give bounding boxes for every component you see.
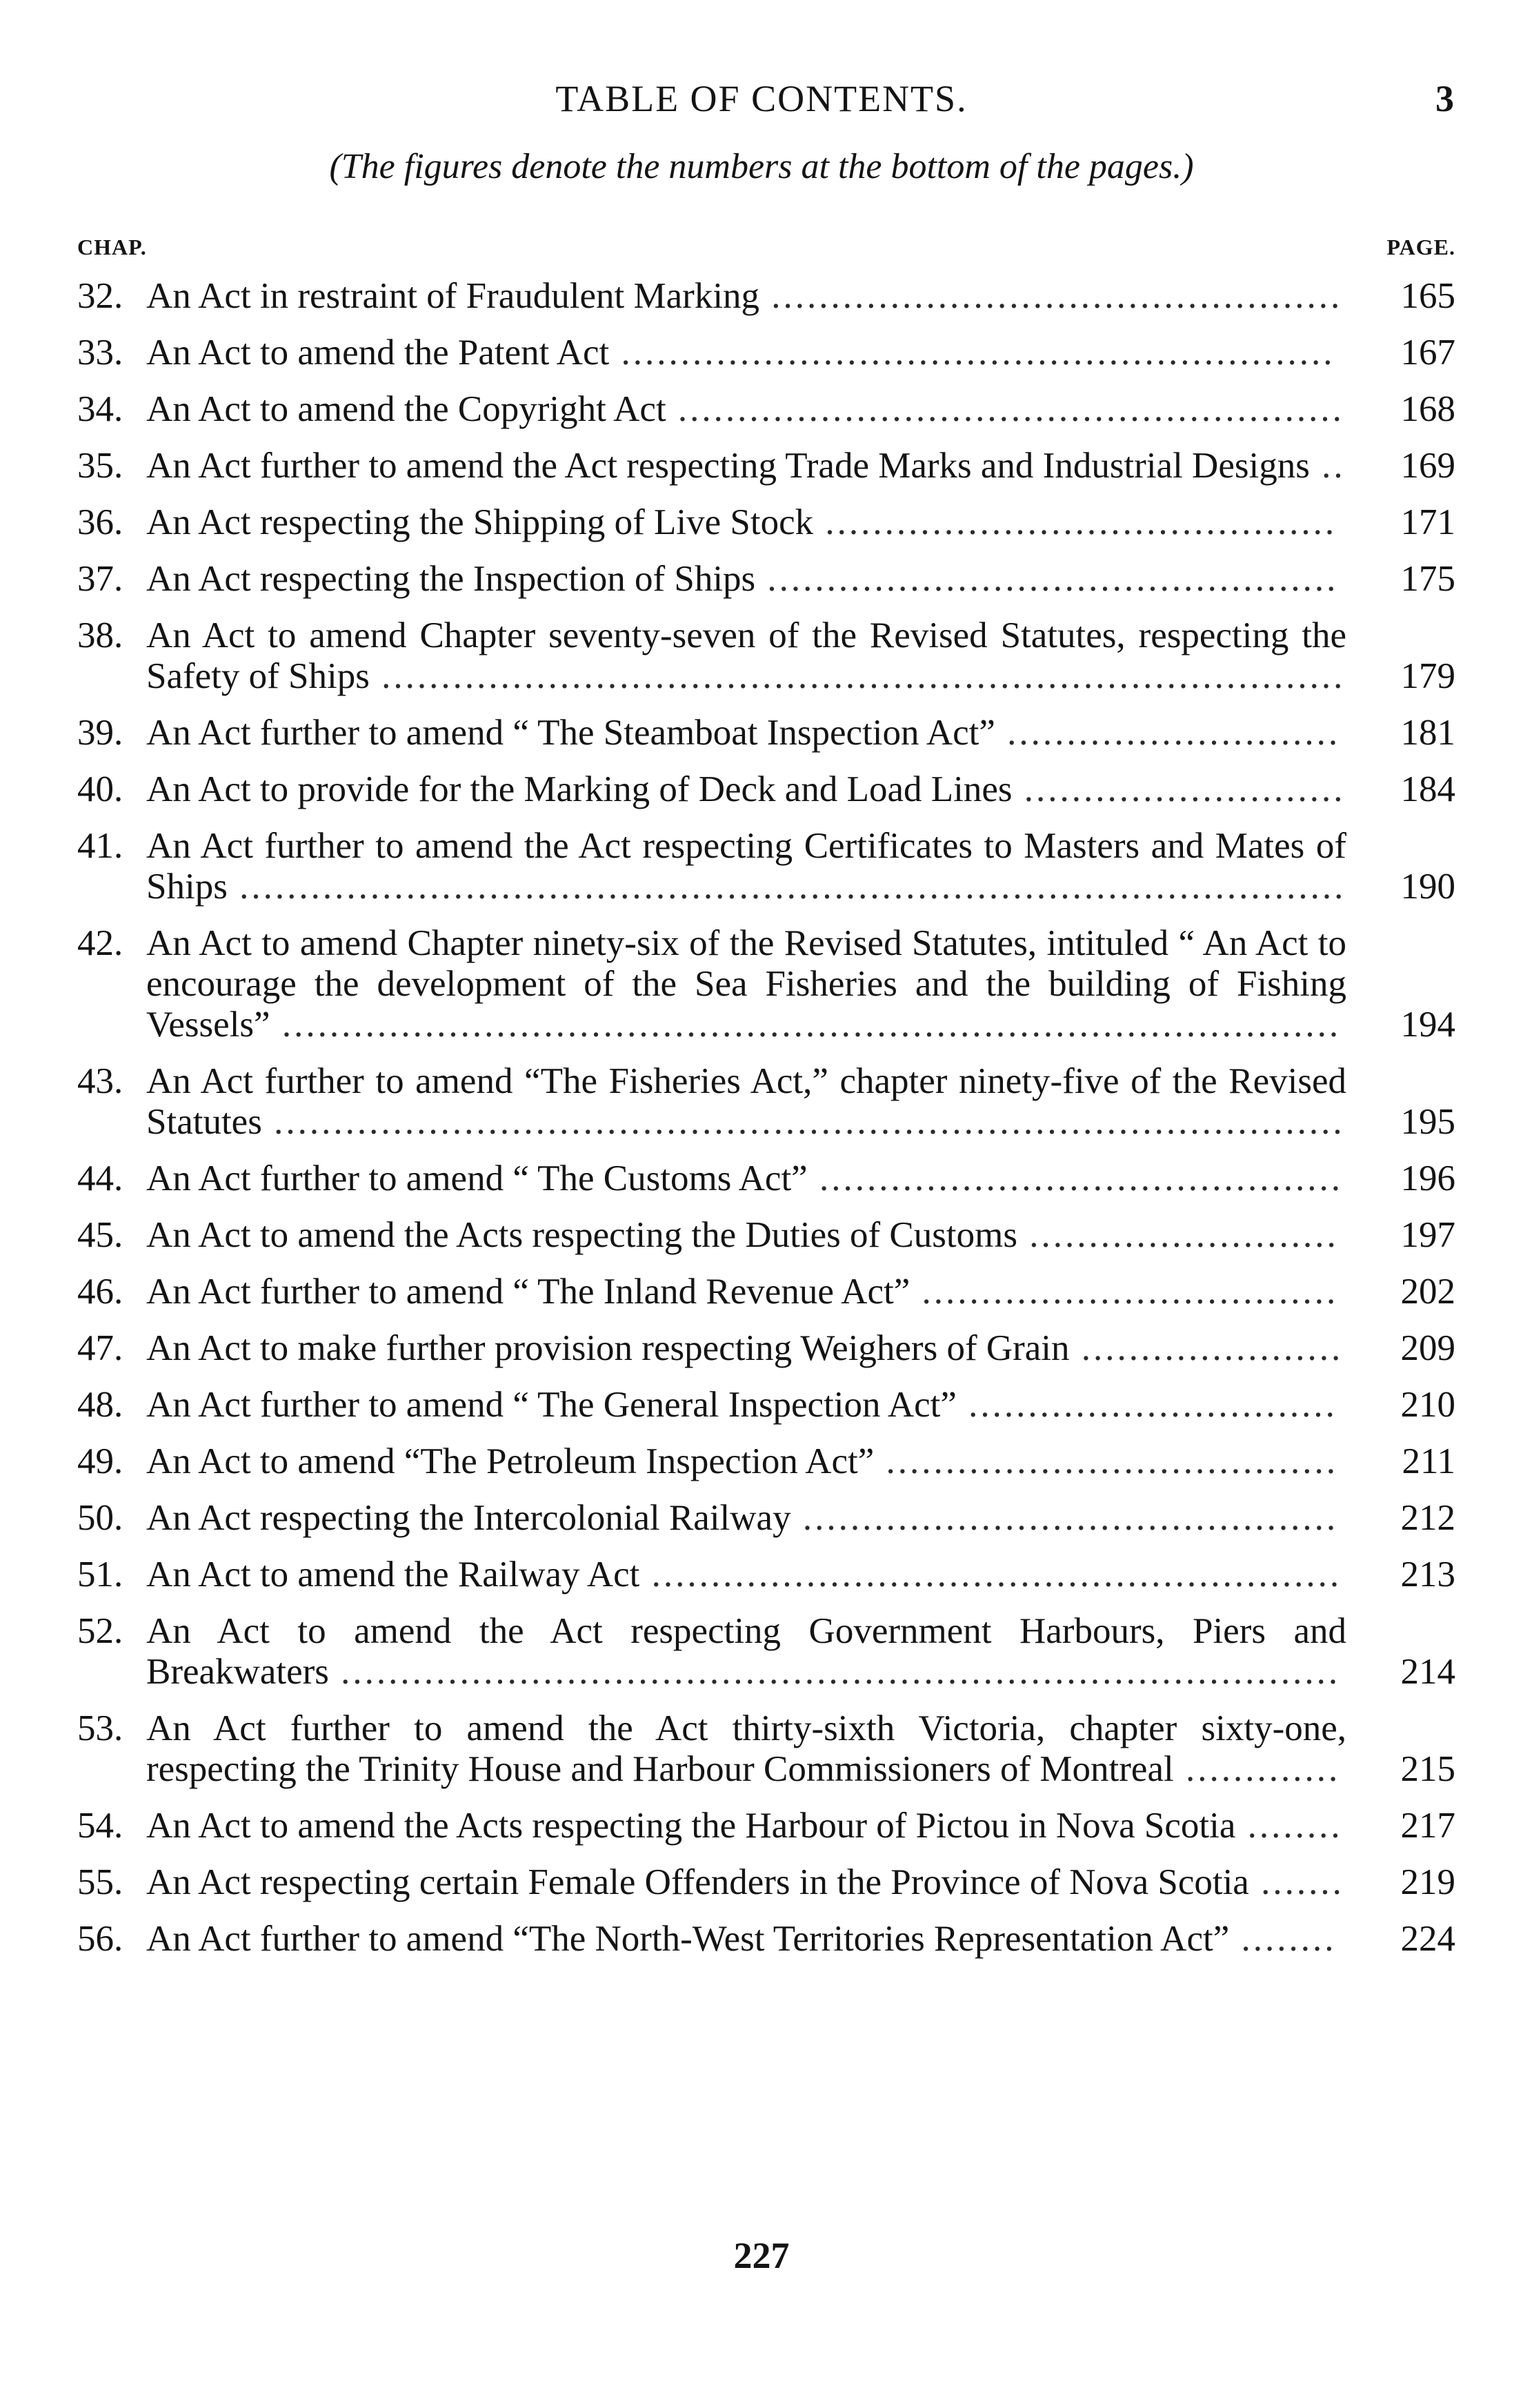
entry-title-block [146, 1215, 1346, 1256]
footer-page-number: 227 [733, 2235, 790, 2276]
running-title: TABLE OF CONTENTS. [555, 78, 968, 119]
dot-leader: ........................................... [813, 502, 1337, 542]
entry-page-number: 209 [1400, 1328, 1455, 1368]
chapter-number: 54. [77, 1806, 123, 1846]
toc-entry [77, 389, 1455, 430]
entry-title-block [146, 1441, 1346, 1482]
act-title: An Act respecting the Intercolonial Railway [146, 1498, 791, 1538]
dot-leader: ............................................................ [609, 333, 1335, 373]
toc-entry [77, 1061, 1455, 1143]
toc-entry [77, 276, 1455, 317]
chapter-number: 40. [77, 769, 123, 809]
entry-body [146, 1708, 1346, 1790]
chapter-number: 51. [77, 1555, 123, 1595]
entry-title-block [146, 769, 1346, 810]
entry-body [146, 1919, 1346, 1960]
entry-title-block [146, 276, 1346, 317]
dot-leader: ................................................................................. [369, 656, 1346, 696]
entry-page-number: 169 [1400, 446, 1455, 486]
chapter-number: 55. [77, 1862, 123, 1902]
page-column-heading: PAGE. [1386, 235, 1455, 259]
chapter-number: 33. [77, 333, 123, 373]
entry-title-block [146, 1385, 1346, 1425]
dot-leader: ....... [1248, 1862, 1344, 1902]
entry-page-number: 184 [1400, 769, 1455, 809]
chapter-number: 48. [77, 1385, 123, 1425]
chapter-number: 50. [77, 1498, 123, 1538]
act-title: An Act to amend the Patent Act [146, 333, 610, 373]
entry-page-number: 171 [1400, 502, 1455, 542]
toc-entry [77, 923, 1455, 1045]
entry-body [146, 1328, 1346, 1369]
entry-body [146, 446, 1346, 486]
act-title: An Act respecting the Inspection of Ships [146, 559, 756, 599]
act-title: An Act further to amend “ The Inland Revenue Act” [146, 1272, 910, 1312]
dot-leader: ........................... [1012, 769, 1346, 809]
entry-title-block [146, 502, 1346, 543]
act-title: An Act further to amend “ The Steamboat Inspection Act” [146, 713, 995, 753]
act-title: An Act further to amend the Act thirty-sixth Victoria, chapter sixty-one, respecting the Trinity House and Harbour Commissioners of Montreal [146, 1708, 1346, 1789]
dot-leader: ............................................ [807, 1158, 1343, 1198]
entry-title-block [146, 1498, 1346, 1539]
dot-leader: ............................... [956, 1385, 1337, 1425]
chapter-number: 53. [77, 1708, 123, 1748]
dot-leader: ...................................... [874, 1441, 1339, 1481]
entry-title-block [146, 1919, 1346, 1960]
entry-body [146, 559, 1346, 600]
act-title: An Act to amend Chapter seventy-seven of the Revised Statutes, respecting the Safety of Ships [146, 615, 1346, 696]
entry-body [146, 1498, 1346, 1539]
dot-leader: .......................................................................................... [261, 1102, 1345, 1142]
dot-leader: ............................................................................................. [227, 867, 1346, 907]
toc-entry [77, 1441, 1455, 1482]
entry-title-block [146, 389, 1346, 430]
chapter-number: 47. [77, 1328, 123, 1368]
toc-entry [77, 769, 1455, 810]
toc-entry [77, 502, 1455, 543]
entry-body [146, 502, 1346, 543]
chapter-number: 39. [77, 713, 123, 753]
act-title: An Act to amend “The Petroleum Inspection Act” [146, 1441, 875, 1481]
chapter-number: 49. [77, 1441, 123, 1481]
dot-leader: .................................................................................... [328, 1652, 1341, 1692]
entry-title-block [146, 1806, 1346, 1846]
act-title: An Act to amend the Copyright Act [146, 389, 666, 429]
chapter-number: 46. [77, 1272, 123, 1312]
dot-leader: ........ [1235, 1806, 1343, 1846]
entry-page-number: 168 [1400, 389, 1455, 429]
act-title: An Act further to amend the Act respecting Certificates to Masters and Mates of Ships [146, 826, 1346, 907]
chapter-number: 52. [77, 1611, 123, 1651]
entry-title-block [146, 559, 1346, 600]
entry-page-number: 219 [1400, 1862, 1455, 1902]
entry-title-block [146, 1061, 1346, 1143]
chapter-number: 34. [77, 389, 123, 429]
dot-leader: ............. [1173, 1749, 1341, 1789]
toc-entry [77, 1862, 1455, 1903]
toc-entry [77, 1385, 1455, 1425]
toc-entry [77, 333, 1455, 373]
chapter-number: 45. [77, 1215, 123, 1255]
entry-page-number: 167 [1400, 333, 1455, 373]
entry-title-block [146, 615, 1346, 697]
entry-page-number: 202 [1400, 1272, 1455, 1312]
entry-page-number: 217 [1400, 1806, 1455, 1846]
toc-entry [77, 1272, 1455, 1312]
dot-leader: .......................................................... [639, 1555, 1342, 1595]
toc-entry [77, 1555, 1455, 1595]
chap-column-heading: CHAP. [77, 235, 147, 259]
dot-leader: ................................................ [755, 559, 1339, 599]
entry-body [146, 1441, 1346, 1482]
chapter-number: 35. [77, 446, 123, 486]
chapter-number: 36. [77, 502, 123, 542]
toc-entry [77, 1215, 1455, 1256]
entry-title-block [146, 923, 1346, 1045]
toc-entry [77, 1708, 1455, 1790]
entry-page-number: 210 [1400, 1385, 1455, 1425]
dot-leader: .......................... [1017, 1215, 1339, 1255]
entry-body [146, 615, 1346, 697]
act-title: An Act to make further provision respecting Weighers of Grain [146, 1328, 1070, 1368]
dot-leader: ...................... [1069, 1328, 1344, 1368]
toc-entry [77, 559, 1455, 600]
act-title: An Act to amend the Acts respecting the Duties of Customs [146, 1215, 1017, 1255]
entry-body [146, 1611, 1346, 1692]
entry-body [146, 333, 1346, 373]
entry-title-block [146, 1555, 1346, 1595]
entry-page-number: 179 [1400, 656, 1455, 696]
act-title: An Act to provide for the Marking of Deck and Load Lines [146, 769, 1013, 809]
entry-page-number: 215 [1400, 1749, 1455, 1789]
act-title: An Act further to amend “ The General Inspection Act” [146, 1385, 957, 1425]
chapter-number: 44. [77, 1158, 123, 1198]
entry-body [146, 1272, 1346, 1312]
dot-leader: ............................................. [790, 1498, 1339, 1538]
dot-leader: ......................................................................................... [270, 1005, 1342, 1045]
entry-body [146, 1555, 1346, 1595]
entry-page-number: 190 [1400, 867, 1455, 907]
act-title: An Act to amend the Railway Act [146, 1555, 640, 1595]
toc-entry [77, 1328, 1455, 1369]
act-title: An Act further to amend “The Fisheries Act,” chapter ninety-five of the Revised Statutes [146, 1061, 1346, 1142]
entry-page-number: 224 [1400, 1919, 1455, 1959]
chapter-number: 32. [77, 276, 123, 316]
entry-body [146, 769, 1346, 810]
chapter-number: 41. [77, 826, 123, 866]
act-title: An Act further to amend the Act respecting Trade Marks and Industrial Designs [146, 446, 1310, 486]
entry-page-number: 214 [1400, 1652, 1455, 1692]
chapter-number: 42. [77, 923, 123, 963]
entry-title-block [146, 1328, 1346, 1369]
chapter-number: 38. [77, 615, 123, 655]
toc-entry [77, 1158, 1455, 1199]
toc-entry [77, 1919, 1455, 1960]
act-title: An Act to amend the Acts respecting the Harbour of Pictou in Nova Scotia [146, 1806, 1236, 1846]
entry-body [146, 1806, 1346, 1846]
entry-body [146, 713, 1346, 753]
toc-entry [77, 713, 1455, 753]
dot-leader: ........ [1229, 1919, 1337, 1959]
chapter-number: 37. [77, 559, 123, 599]
act-title: An Act further to amend “ The Customs Act” [146, 1158, 808, 1198]
toc-entry [77, 615, 1455, 697]
entry-page-number: 165 [1400, 276, 1455, 316]
entry-body [146, 1385, 1346, 1425]
act-title: An Act in restraint of Fraudulent Marking [146, 276, 760, 316]
entry-page-number: 212 [1400, 1498, 1455, 1538]
toc-entry [77, 1611, 1455, 1692]
entry-page-number: 211 [1402, 1441, 1455, 1481]
entry-body [146, 923, 1346, 1045]
toc-entry [77, 826, 1455, 907]
entry-body [146, 826, 1346, 907]
entry-page-number: 197 [1400, 1215, 1455, 1255]
act-title: An Act respecting certain Female Offenders in the Province of Nova Scotia [146, 1862, 1249, 1902]
entry-body [146, 1061, 1346, 1143]
entry-body [146, 389, 1346, 430]
entry-title-block [146, 1158, 1346, 1199]
entry-title-block [146, 1611, 1346, 1692]
entry-body [146, 1215, 1346, 1256]
dot-leader: ................................... [910, 1272, 1339, 1312]
header-page-number: 3 [1435, 78, 1454, 119]
entry-page-number: 196 [1400, 1158, 1455, 1198]
chapter-number: 43. [77, 1061, 123, 1101]
entry-page-number: 175 [1400, 559, 1455, 599]
entry-title-block [146, 1862, 1346, 1903]
entry-title-block [146, 713, 1346, 753]
entry-body [146, 1158, 1346, 1199]
entry-title-block [146, 1708, 1346, 1790]
entry-body [146, 276, 1346, 317]
dot-leader: .. [1309, 446, 1346, 486]
entry-title-block [146, 333, 1346, 373]
act-title: An Act to amend Chapter ninety-six of the Revised Statutes, intituled “ An Act to encourage the development of the Sea Fisheries and the building of Fishing Vessels” [146, 923, 1346, 1045]
chapter-number: 56. [77, 1919, 123, 1959]
toc-entry [77, 1806, 1455, 1846]
entry-title-block [146, 446, 1346, 486]
entry-page-number: 195 [1400, 1102, 1455, 1142]
entry-title-block [146, 826, 1346, 907]
act-title: An Act respecting the Shipping of Live Stock [146, 502, 814, 542]
act-title: An Act to amend the Act respecting Government Harbours, Piers and Breakwaters [146, 1611, 1346, 1692]
dot-leader: ................................................ [759, 276, 1343, 316]
contents-note: (The figures denote the numbers at the bottom of the pages.) [329, 147, 1194, 186]
dot-leader: ........................................................ [666, 389, 1344, 429]
toc-entry [77, 446, 1455, 486]
toc-list [77, 276, 1455, 1975]
toc-entry [77, 1498, 1455, 1539]
dot-leader: ............................ [995, 713, 1341, 753]
entry-page-number: 194 [1400, 1005, 1455, 1045]
entry-page-number: 181 [1400, 713, 1455, 753]
entry-body [146, 1862, 1346, 1903]
entry-page-number: 213 [1400, 1555, 1455, 1595]
act-title: An Act further to amend “The North-West Territories Representation Act” [146, 1919, 1230, 1959]
entry-title-block [146, 1272, 1346, 1312]
